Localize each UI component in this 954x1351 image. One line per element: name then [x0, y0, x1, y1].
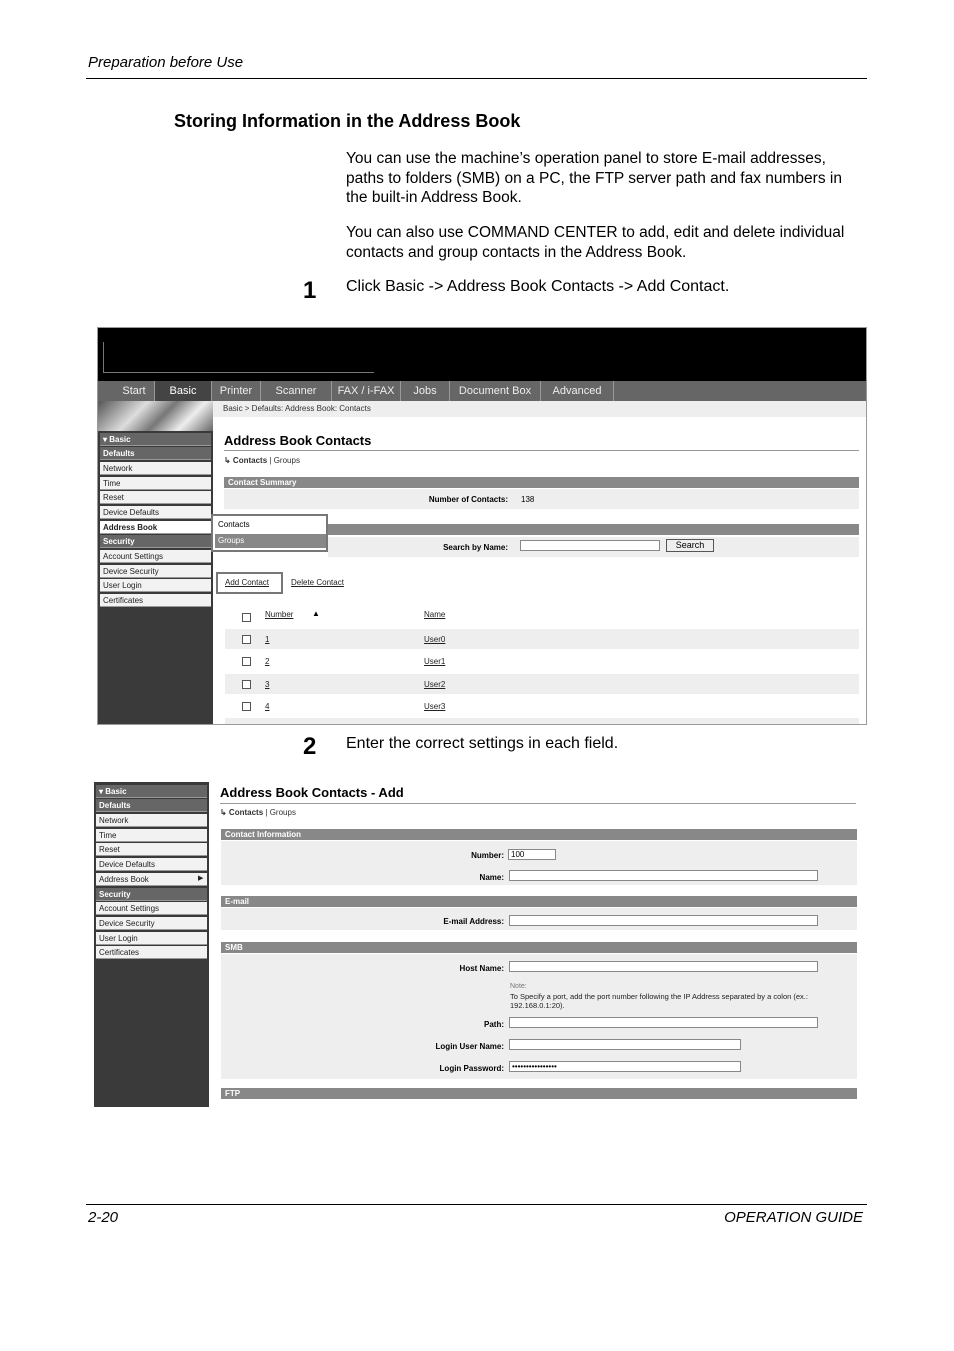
login-user-name-label: Login User Name: — [435, 1042, 504, 1051]
sidebar-item-security: Security — [100, 535, 211, 548]
name-column-header[interactable]: Name — [424, 610, 446, 619]
number-field[interactable]: 100 — [508, 849, 556, 860]
flyout-item-contacts[interactable]: Contacts — [215, 518, 326, 532]
nav-bar — [98, 381, 867, 401]
page-title: Address Book Contacts - Add — [220, 785, 404, 800]
sidebar — [94, 782, 209, 1107]
login-user-name-field[interactable] — [509, 1039, 741, 1050]
row-checkbox[interactable] — [242, 702, 251, 711]
row-name[interactable]: User3 — [424, 702, 446, 711]
search-input[interactable] — [520, 540, 660, 551]
subtab-separator: | — [269, 456, 272, 465]
tab-basic[interactable]: Basic — [155, 381, 212, 401]
smb-section-header: SMB — [221, 942, 857, 953]
banner-logo-area — [103, 342, 374, 373]
sidebar-item-defaults: Defaults — [100, 447, 211, 460]
address-book-flyout-menu — [211, 514, 328, 552]
sidebar-item-network[interactable]: Network — [100, 462, 211, 475]
name-field[interactable] — [509, 870, 818, 881]
sidebar-item-basic[interactable]: ▾ Basic — [96, 785, 207, 798]
row-checkbox[interactable] — [242, 635, 251, 644]
sidebar-item-address-book[interactable]: Address Book — [100, 521, 211, 534]
title-rule — [224, 450, 859, 451]
tab-advanced[interactable]: Advanced — [541, 381, 614, 401]
screenshot-address-book-contacts — [97, 327, 867, 725]
sidebar-item-device-security[interactable]: Device Security — [100, 565, 211, 578]
email-section-header: E-mail — [221, 896, 857, 907]
tab-jobs[interactable]: Jobs — [401, 381, 450, 401]
submenu-arrow-icon: ▶ — [198, 875, 204, 882]
row-number[interactable]: 2 — [265, 657, 270, 666]
table-row-bg — [225, 674, 859, 694]
search-section-header — [328, 524, 859, 535]
table-row-bg — [225, 718, 859, 725]
tab-printer[interactable]: Printer — [212, 381, 261, 401]
sidebar-item-time[interactable]: Time — [96, 829, 207, 842]
title-rule — [220, 803, 856, 804]
sidebar-item-device-security[interactable]: Device Security — [96, 917, 207, 930]
host-name-field[interactable] — [509, 961, 818, 972]
ftp-section-header: FTP — [221, 1088, 857, 1099]
note-text: To Specify a port, add the port number following the IP Address separated by a colon (ex.: 192.168.0.1:20). — [510, 992, 808, 1010]
row-checkbox[interactable] — [242, 657, 251, 666]
breadcrumb: Basic > Defaults: Address Book: Contacts — [213, 401, 867, 417]
row-number[interactable]: 4 — [265, 702, 270, 711]
tab-scanner[interactable]: Scanner — [261, 381, 332, 401]
guide-title: OPERATION GUIDE — [724, 1209, 863, 1226]
row-number[interactable]: 1 — [265, 635, 270, 644]
subtab-groups[interactable]: Groups — [273, 456, 300, 465]
email-address-field[interactable] — [509, 915, 818, 926]
step-number-1: 1 — [303, 277, 317, 304]
sidebar-photo — [98, 401, 213, 431]
search-by-name-label: Search by Name: — [443, 543, 508, 552]
tab-document-box[interactable]: Document Box — [450, 381, 541, 401]
path-field[interactable] — [509, 1017, 818, 1028]
sidebar-item-defaults: Defaults — [96, 799, 207, 812]
sort-ascending-icon[interactable]: ▲ — [312, 609, 320, 618]
sidebar-item-basic[interactable]: ▾ Basic — [100, 433, 211, 446]
screenshot-add-contact — [94, 782, 864, 1107]
subtab-contacts[interactable]: ↳ Contacts — [224, 456, 268, 465]
summary-row — [224, 489, 859, 509]
sidebar-item-certificates[interactable]: Certificates — [100, 594, 211, 607]
sidebar-item-time[interactable]: Time — [100, 477, 211, 490]
sidebar-item-account-settings[interactable]: Account Settings — [100, 550, 211, 563]
login-password-label: Login Password: — [439, 1064, 504, 1073]
subtab-groups[interactable]: Groups — [269, 808, 296, 817]
contact-information-header: Contact Information — [221, 829, 857, 840]
sidebar-item-user-login[interactable]: User Login — [100, 579, 211, 592]
step-text-1: Click Basic -> Address Book Contacts -> Add Contact. — [346, 278, 730, 295]
email-address-label: E-mail Address: — [443, 917, 504, 926]
table-row-bg — [225, 629, 859, 649]
subtab-contacts[interactable]: ↳ Contacts — [220, 808, 264, 817]
sidebar — [98, 401, 213, 725]
row-name[interactable]: User0 — [424, 635, 446, 644]
note-title: Note: — [510, 983, 527, 990]
sidebar-item-security: Security — [96, 888, 207, 901]
row-checkbox[interactable] — [242, 680, 251, 689]
intro-paragraph-2: You can also use COMMAND CENTER to add, edit and delete individual contacts and group contacts in the Address Book. — [346, 224, 845, 261]
number-label: Number: — [471, 851, 504, 860]
tab-start[interactable]: Start — [114, 381, 155, 401]
running-header: Preparation before Use — [88, 54, 244, 71]
section-heading: Storing Information in the Address Book — [174, 111, 521, 131]
banner — [98, 328, 867, 381]
row-number[interactable]: 3 — [265, 680, 270, 689]
sidebar-item-device-defaults[interactable]: Device Defaults — [96, 858, 207, 871]
footer-rule — [86, 1204, 867, 1205]
page-number: 2-20 — [88, 1209, 119, 1226]
sidebar-item-address-book[interactable]: Address Book — [96, 873, 207, 886]
sidebar-item-network[interactable]: Network — [96, 814, 207, 827]
sidebar-item-account-settings[interactable]: Account Settings — [96, 902, 207, 915]
contact-summary-header: Contact Summary — [224, 477, 859, 488]
select-all-checkbox[interactable] — [242, 613, 251, 622]
number-column-header[interactable]: Number — [265, 610, 294, 619]
path-label: Path: — [484, 1020, 504, 1029]
host-name-label: Host Name: — [459, 964, 504, 973]
flyout-item-groups[interactable]: Groups — [215, 534, 326, 548]
sidebar-item-device-defaults[interactable]: Device Defaults — [100, 506, 211, 519]
number-of-contacts-label: Number of Contacts: — [428, 495, 508, 504]
page-title: Address Book Contacts — [224, 433, 372, 448]
sidebar-item-user-login[interactable]: User Login — [96, 932, 207, 945]
name-label: Name: — [479, 873, 504, 882]
row-name[interactable]: User1 — [424, 657, 446, 666]
row-name[interactable]: User2 — [424, 680, 446, 689]
subtabs — [224, 456, 300, 465]
sidebar-item-reset[interactable]: Reset — [96, 843, 207, 856]
subtabs — [220, 808, 296, 817]
step-number-2: 2 — [303, 733, 317, 760]
search-button[interactable]: Search — [666, 539, 714, 552]
step-text-2: Enter the correct settings in each field. — [346, 735, 619, 752]
sidebar-item-certificates[interactable]: Certificates — [96, 946, 207, 959]
delete-contact-link[interactable]: Delete Contact — [291, 578, 344, 587]
add-contact-link[interactable]: Add Contact — [225, 578, 270, 587]
number-of-contacts-value: 138 — [521, 495, 535, 504]
sidebar-item-reset[interactable]: Reset — [100, 491, 211, 504]
intro-paragraph-1: You can use the machine’s operation panel to store E-mail addresses, paths to folders (SMB) on a PC, the FTP server path and fax numbers in the built-in Address Book. — [346, 150, 842, 206]
subtab-separator: | — [265, 808, 268, 817]
header-rule — [86, 78, 867, 79]
tab-fax[interactable]: FAX / i-FAX — [332, 381, 401, 401]
login-password-field[interactable]: •••••••••••••••• — [509, 1061, 741, 1072]
